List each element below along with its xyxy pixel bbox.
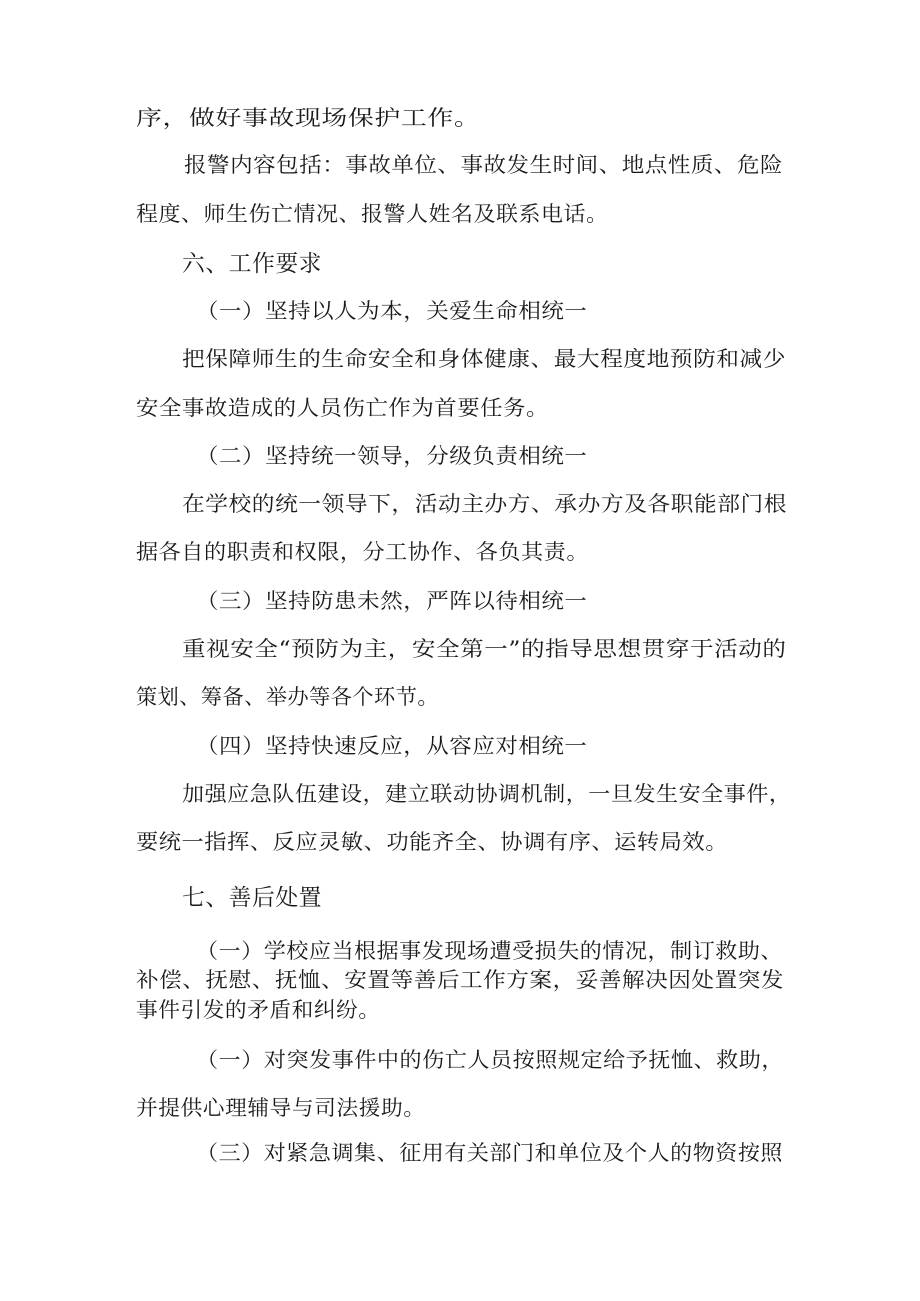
body-line-1: 序，做好事故现场保护工作。: [136, 106, 481, 130]
body-line-22: 并提供心理辅导与司法援助。: [136, 1096, 426, 1120]
body-line-19: 补偿、抚慰、抚恤、安置等善后工作方案，妥善解决因处置突发: [136, 968, 784, 992]
section-heading-seven: 七、善后处置: [182, 885, 322, 911]
body-line-9: 在学校的统一领导下，活动主办方、承办方及各职能部门根: [182, 492, 788, 516]
body-line-6: 把保障师生的生命安全和身体健康、最大程度地预防和减少: [182, 347, 786, 371]
subheading-three: （三）坚持防患未然，严阵以待相统一: [196, 589, 588, 613]
subheading-two: （二）坚持统一领导，分级负责相统一: [196, 444, 588, 468]
subheading-aftermath-three: （三）对紧急调集、征用有关部门和单位及个人的物资按照: [196, 1141, 784, 1165]
body-line-13: 策划、筹备、举办等各个环节。: [136, 685, 439, 709]
subheading-one: （一）坚持以人为本，关爱生命相统一: [196, 299, 588, 323]
body-line-10: 据各自的职责和权限，分工协作、各负其责。: [136, 540, 590, 564]
body-line-12: 重视安全“预防为主，安全第一”的指导思想贯穿于活动的: [182, 637, 787, 661]
subheading-aftermath-one: （一）学校应当根据事发现场遭受损失的情况，制订救助、: [196, 939, 784, 963]
body-line-15: 加强应急队伍建设，建立联动协调机制，一旦发生安全事件，: [182, 782, 792, 806]
body-line-7: 安全事故造成的人员伤亡作为首要任务。: [136, 396, 550, 420]
section-heading-six: 六、工作要求: [182, 251, 322, 277]
subheading-aftermath-two: （一）对突发事件中的伤亡人员按照规定给予抚恤、救助，: [196, 1048, 785, 1072]
subheading-four: （四）坚持快速反应，从容应对相统一: [196, 734, 588, 758]
body-line-2: 报警内容包括：事故单位、事故发生时间、地点性质、危险: [184, 153, 784, 177]
body-line-20: 事件引发的矛盾和纠纷。: [136, 998, 381, 1022]
body-line-16: 要统一指挥、反应灵敏、功能齐全、协调有序、运转局效。: [136, 830, 728, 854]
body-line-3: 程度、师生伤亡情况、报警人姓名及联系电话。: [136, 202, 609, 226]
